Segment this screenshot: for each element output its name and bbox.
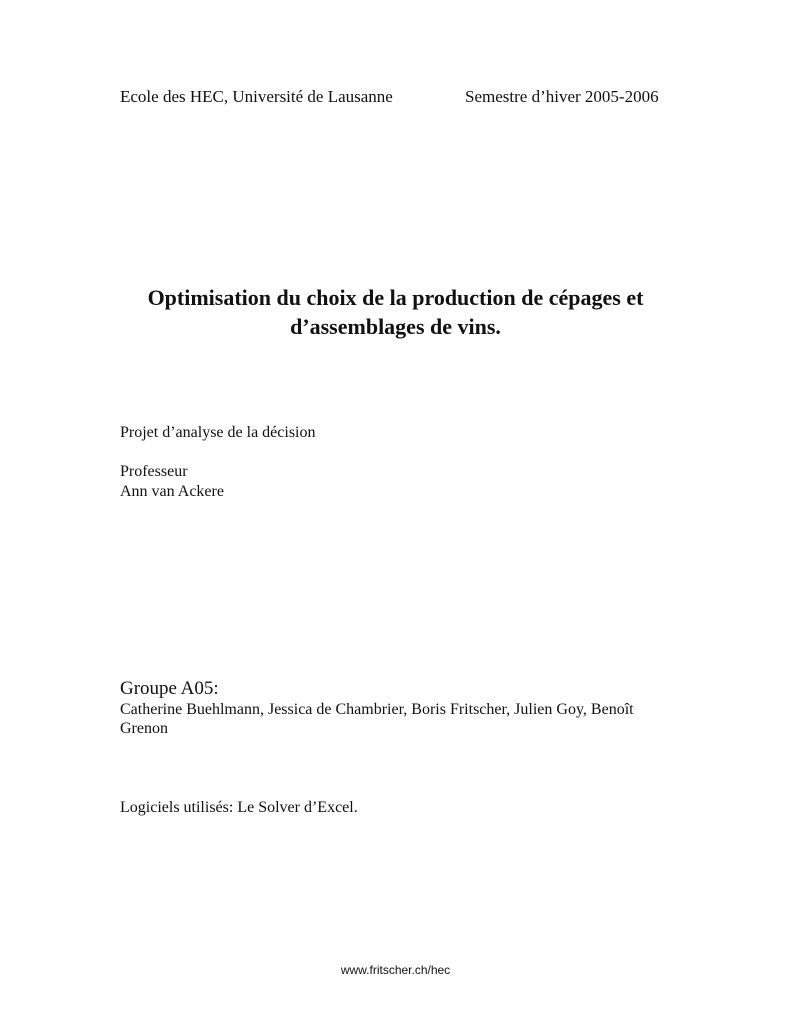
header-semester: Semestre d’hiver 2005-2006	[465, 87, 659, 106]
professor-label: Professeur	[120, 463, 188, 480]
group-members: Catherine Buehlmann, Jessica de Chambrier, Boris Fritscher, Julien Goy, Benoît Grenon	[120, 701, 634, 737]
group-title: Groupe A05:	[120, 678, 219, 699]
title-line-1: Optimisation du choix de la production de cépages et	[147, 285, 644, 310]
document-title	[0, 283, 791, 341]
footer-url: www.fritscher.ch/hec	[340, 963, 451, 977]
project-subtitle: Projet d’analyse de la décision	[120, 424, 316, 441]
professor-name: Ann van Ackere	[120, 483, 224, 500]
header-institution: Ecole des HEC, Université de Lausanne	[120, 87, 393, 106]
software-used: Logiciels utilisés: Le Solver d’Excel.	[120, 799, 358, 816]
title-line-2: d’assemblages de vins.	[290, 314, 501, 339]
